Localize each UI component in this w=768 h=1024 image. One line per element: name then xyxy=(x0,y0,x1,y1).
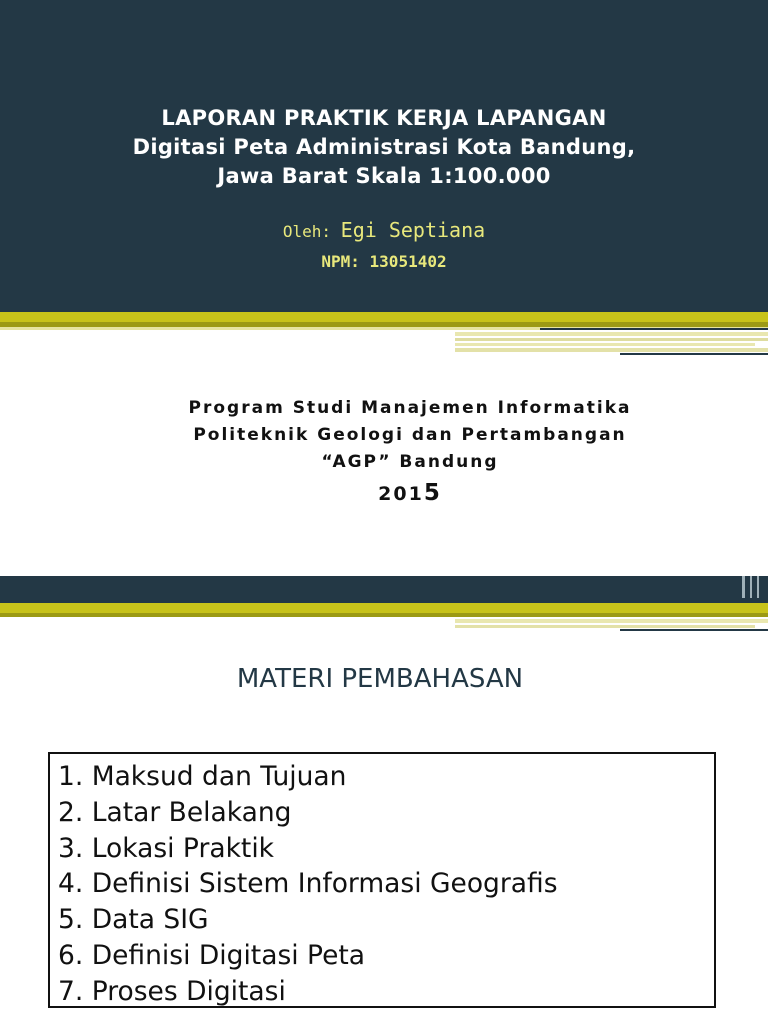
list-item: 2. Latar Belakang xyxy=(58,796,292,828)
agenda-heading: MATERI PEMBAHASAN xyxy=(236,664,524,694)
agenda-slide xyxy=(0,576,768,1024)
list-item: 5. Data SIG xyxy=(58,904,209,936)
list-item: 6. Definisi Digitasi Peta xyxy=(58,939,366,971)
list-item: 7. Proses Digitasi xyxy=(58,975,286,1007)
agenda-list xyxy=(48,752,716,1008)
report-title xyxy=(0,104,768,191)
year-prefix: 201 xyxy=(378,483,424,505)
list-item: 1. Maksud dan Tujuan xyxy=(58,761,347,792)
year xyxy=(0,480,768,506)
year-suffix: 5 xyxy=(423,480,442,506)
list-item: 4. Definisi Sistem Informasi Geografis xyxy=(58,868,558,900)
institution-line-2: Politeknik Geologi dan Pertambangan xyxy=(193,425,627,445)
decorative-stripes xyxy=(0,308,768,360)
title-line-1: LAPORAN PRAKTIK KERJA LAPANGAN xyxy=(161,106,607,130)
institution-block xyxy=(0,395,768,476)
npm-number: NPM: 13051402 xyxy=(321,252,447,271)
title-line-3: Jawa Barat Skala 1:100.000 xyxy=(217,164,551,188)
institution-line-3: “AGP” Bandung xyxy=(321,452,499,472)
institution-line-1: Program Studi Manajemen Informatika xyxy=(188,398,632,418)
author-name: Egi Septiana xyxy=(340,218,486,242)
slide-gap xyxy=(0,560,768,576)
list-item: 3. Lokasi Praktik xyxy=(58,832,275,864)
author-label: Oleh: xyxy=(282,222,332,241)
header-stripes xyxy=(0,576,768,634)
title-line-2: Digitasi Peta Administrasi Kota Bandung, xyxy=(132,135,636,159)
author-line xyxy=(0,218,768,242)
